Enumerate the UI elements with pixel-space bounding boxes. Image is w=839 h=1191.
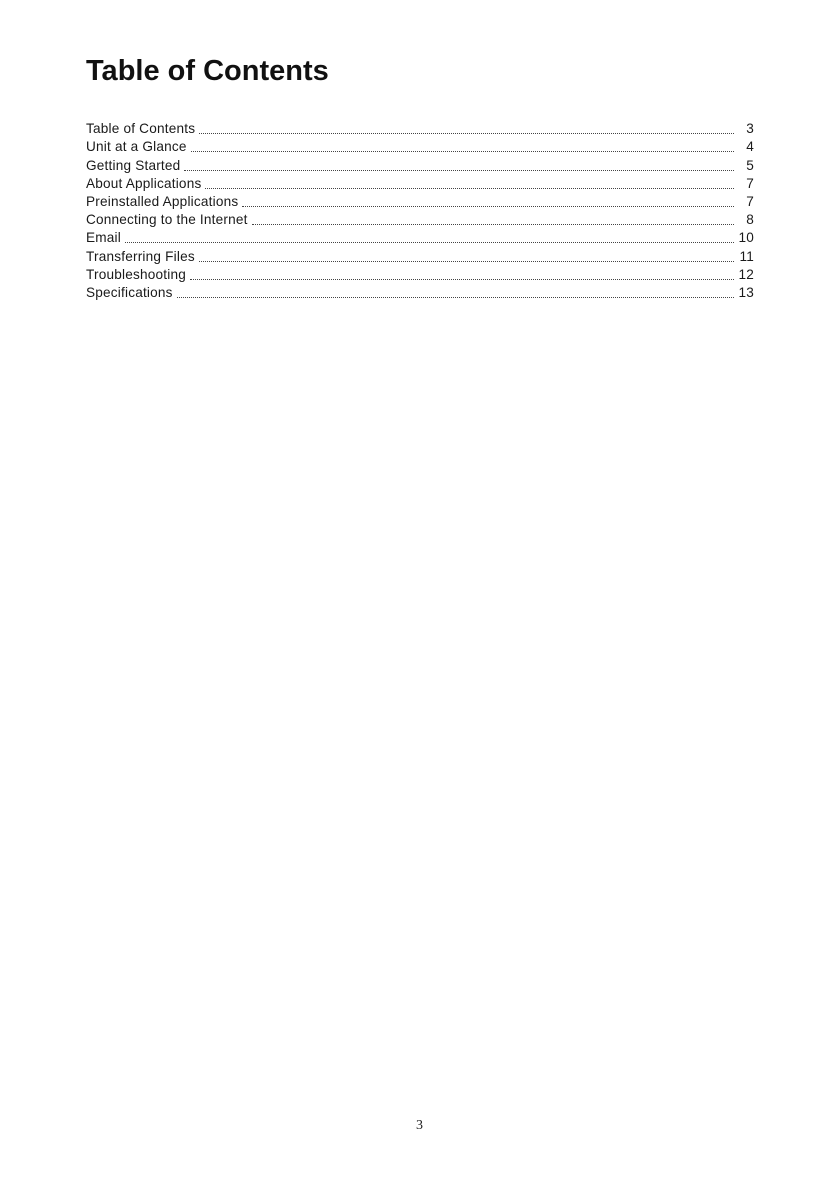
toc-entry-label[interactable]: Transferring Files xyxy=(86,248,195,264)
dot-leader xyxy=(205,188,734,189)
toc-entry-table-of-contents[interactable] xyxy=(86,120,754,138)
toc-entry-label[interactable]: Connecting to the Internet xyxy=(86,212,248,228)
dot-leader xyxy=(190,279,734,280)
toc-entry-page: 11 xyxy=(739,248,754,264)
page-title: Table of Contents xyxy=(86,55,329,87)
dot-leader xyxy=(125,242,734,243)
toc-entry-page: 10 xyxy=(738,230,754,246)
toc-entry-page: 5 xyxy=(746,157,754,173)
toc-entry-page: 7 xyxy=(746,175,754,191)
toc-entry-email[interactable] xyxy=(86,229,754,247)
toc-entry-label[interactable]: Unit at a Glance xyxy=(86,139,187,155)
dot-leader xyxy=(184,170,734,171)
dot-leader xyxy=(242,206,734,207)
toc-entry-page: 3 xyxy=(746,121,754,137)
toc-entry-transferring-files[interactable] xyxy=(86,247,754,265)
toc-entry-specifications[interactable] xyxy=(86,284,754,302)
toc-entry-label[interactable]: Preinstalled Applications xyxy=(86,193,239,209)
page-number: 3 xyxy=(416,1118,423,1133)
dot-leader xyxy=(199,261,734,262)
toc-entry-getting-started[interactable] xyxy=(86,156,754,174)
dot-leader xyxy=(252,224,734,225)
toc-entry-page: 7 xyxy=(746,193,754,209)
toc-entry-label[interactable]: About Applications xyxy=(86,175,202,191)
toc-entry-troubleshooting[interactable] xyxy=(86,266,754,284)
toc-entry-label[interactable]: Table of Contents xyxy=(86,121,196,137)
toc-entry-label[interactable]: Troubleshooting xyxy=(86,266,186,282)
toc-entry-about-applications[interactable] xyxy=(86,175,754,193)
toc-entry-page: 13 xyxy=(738,284,754,300)
toc-entry-page: 8 xyxy=(746,212,754,228)
toc-entry-unit-at-a-glance[interactable] xyxy=(86,138,754,156)
dot-leader xyxy=(199,133,734,134)
toc-entry-label[interactable]: Email xyxy=(86,230,121,246)
toc-entry-connecting-to-the-internet[interactable] xyxy=(86,211,754,229)
dot-leader xyxy=(191,151,734,152)
dot-leader xyxy=(177,297,734,298)
toc-entry-label[interactable]: Specifications xyxy=(86,284,173,300)
toc-entry-page: 4 xyxy=(746,139,754,155)
toc-entry-preinstalled-applications[interactable] xyxy=(86,193,754,211)
toc-entry-label[interactable]: Getting Started xyxy=(86,157,181,173)
table-of-contents xyxy=(86,120,754,302)
toc-entry-page: 12 xyxy=(738,266,754,282)
